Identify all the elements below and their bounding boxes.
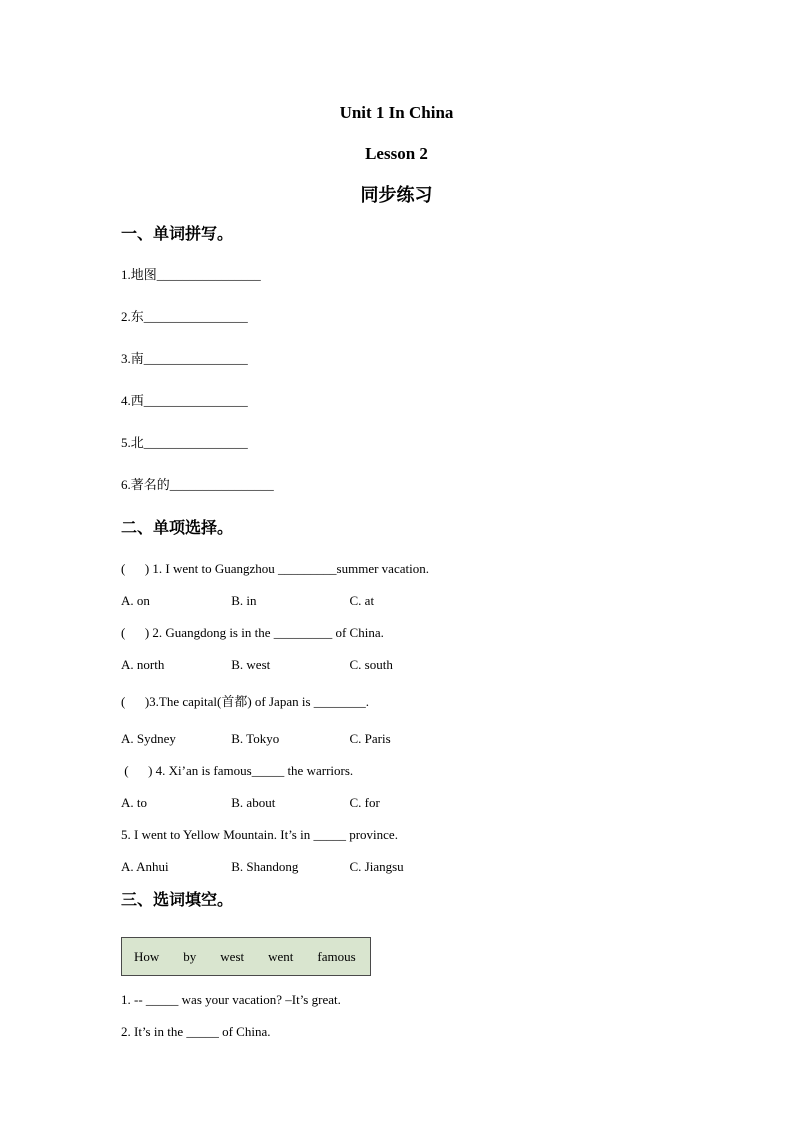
- subtitle-practice: 同步练习: [360, 185, 433, 205]
- question-4-options: [121, 795, 672, 810]
- option-b: B. west: [231, 657, 271, 672]
- section1-heading: 一、单词拼写。: [121, 226, 234, 243]
- word-bank-word-4: went: [268, 949, 294, 964]
- option-b: B. Shandong: [231, 859, 299, 874]
- question-3-options: [121, 731, 672, 746]
- option-a: A. north: [121, 657, 165, 672]
- spelling-item-3: 3.南________________: [121, 351, 248, 366]
- spelling-item-2: 2.东________________: [121, 309, 248, 324]
- fill-blank-item-2: 2. It’s in the _____ of China.: [121, 1024, 271, 1039]
- question-5-options: [121, 859, 672, 874]
- option-c: C. for: [349, 795, 380, 810]
- option-c: C. Jiangsu: [349, 859, 404, 874]
- option-a: A. to: [121, 795, 147, 810]
- word-bank-box: [121, 937, 371, 976]
- option-a: A. on: [121, 593, 150, 608]
- question-1-options: [121, 593, 672, 608]
- word-bank-word-2: by: [183, 949, 197, 964]
- lesson-title: Lesson 2: [365, 144, 428, 163]
- spelling-item-4: 4.西________________: [121, 393, 248, 408]
- spelling-item-5: 5.北________________: [121, 435, 248, 450]
- section3-heading: 三、选词填空。: [121, 892, 234, 909]
- word-bank-word-1: How: [134, 949, 160, 964]
- option-c: C. at: [349, 593, 375, 608]
- option-b: B. in: [231, 593, 257, 608]
- fill-blank-item-1: 1. -- _____ was your vacation? –It’s great.: [121, 992, 341, 1007]
- unit-title: Unit 1 In China: [339, 103, 454, 122]
- spelling-item-6: 6.著名的________________: [121, 477, 274, 492]
- option-b: B. Tokyo: [231, 731, 280, 746]
- question-4-prompt: ( ) 4. Xi’an is famous_____ the warriors.: [121, 763, 354, 778]
- question-2-options: [121, 657, 672, 672]
- section2-heading: 二、单项选择。: [121, 520, 234, 537]
- question-5-prompt: 5. I went to Yellow Mountain. It’s in _____ province.: [121, 827, 398, 842]
- question-2-prompt: ( ) 2. Guangdong is in the _________ of China.: [121, 625, 384, 640]
- option-c: C. south: [349, 657, 393, 672]
- question-3-prompt: ( )3.The capital(首都) of Japan is ________.: [121, 694, 370, 709]
- question-1-prompt: ( ) 1. I went to Guangzhou _________summer vacation.: [121, 561, 429, 576]
- option-a: A. Sydney: [121, 731, 176, 746]
- option-c: C. Paris: [349, 731, 391, 746]
- option-b: B. about: [231, 795, 276, 810]
- spelling-item-1: 1.地图________________: [121, 267, 261, 282]
- word-bank-word-3: west: [220, 949, 245, 964]
- title-block: [121, 102, 672, 206]
- option-a: A. Anhui: [121, 859, 169, 874]
- word-bank-word-5: famous: [317, 949, 356, 964]
